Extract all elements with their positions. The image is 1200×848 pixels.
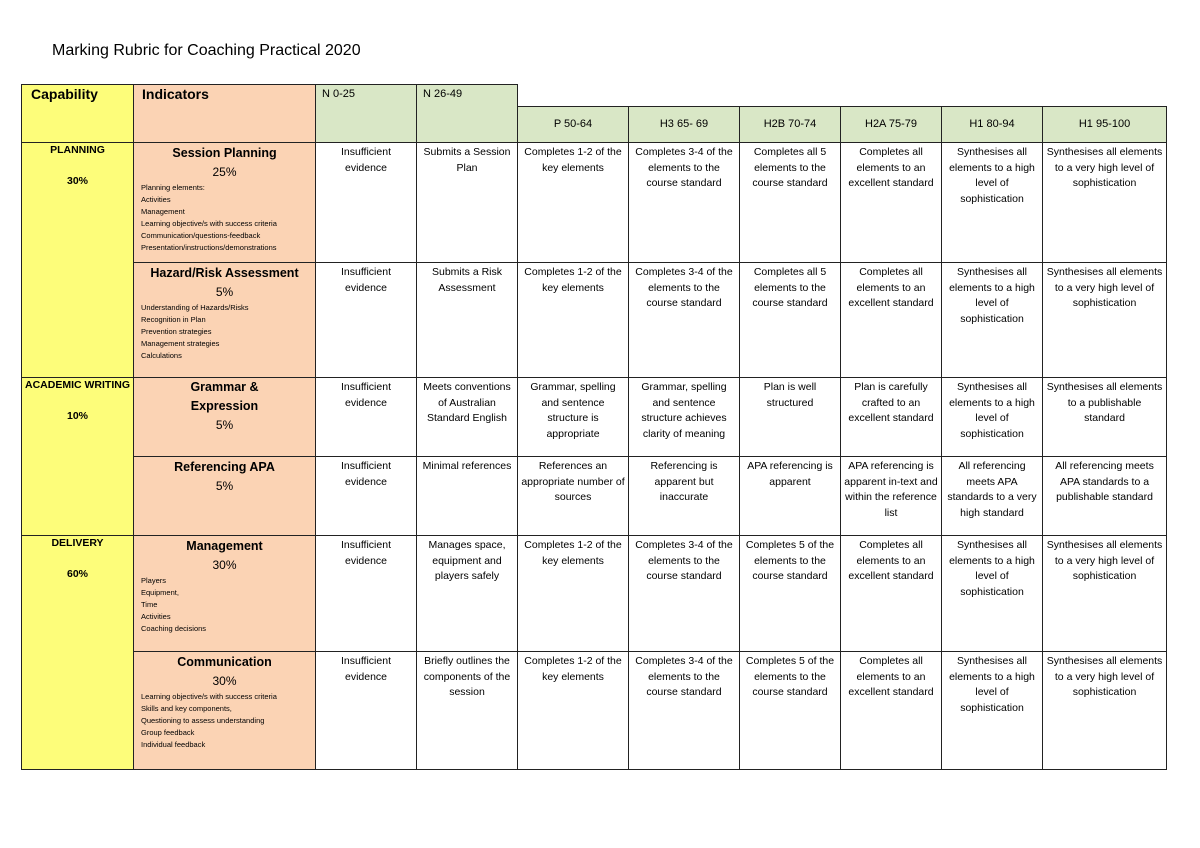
rubric-row xyxy=(22,143,1167,263)
rubric-cell: Grammar, spelling and sentence structure is appropriate xyxy=(518,378,629,457)
indicator-hazard-risk xyxy=(134,263,316,378)
rubric-cell: Completes all elements to an excellent standard xyxy=(841,536,942,652)
indicator-grammar-expression xyxy=(134,378,316,457)
rubric-cell: Synthesises all elements to a high level of sophistication xyxy=(942,536,1043,652)
indicator-percent: 30% xyxy=(212,558,237,572)
rubric-cell: Synthesises all elements to a high level of sophistication xyxy=(942,378,1043,457)
capability-percent: 10% xyxy=(66,410,88,422)
rubric-cell: Insufficient evidence xyxy=(316,378,417,457)
rubric-cell: Completes 1-2 of the key elements xyxy=(518,536,629,652)
indicator-name: Grammar & Expression xyxy=(190,380,259,413)
rubric-cell: Completes 1-2 of the key elements xyxy=(518,263,629,378)
rubric-cell: Insufficient evidence xyxy=(316,263,417,378)
rubric-cell: Synthesises all elements to a high level of sophistication xyxy=(942,143,1043,263)
rubric-cell: Completes all elements to an excellent standard xyxy=(841,263,942,378)
indicator-name: Hazard/Risk Assessment xyxy=(150,266,299,280)
indicator-name: Referencing APA xyxy=(174,460,275,474)
rubric-cell: Minimal references xyxy=(417,457,518,536)
rubric-cell: Submits a Session Plan xyxy=(417,143,518,263)
indicator-percent: 25% xyxy=(212,165,237,179)
rubric-cell: Insufficient evidence xyxy=(316,457,417,536)
rubric-cell: Insufficient evidence xyxy=(316,652,417,770)
indicator-referencing-apa xyxy=(134,457,316,536)
detail-line: Activities xyxy=(141,195,171,204)
detail-line: Group feedback xyxy=(141,728,195,737)
detail-line: Learning objective/s with success criteria xyxy=(141,692,277,701)
rubric-cell: Plan is well structured xyxy=(740,378,841,457)
indicator-management xyxy=(134,536,316,652)
rubric-row xyxy=(22,652,1167,770)
indicator-name: Communication xyxy=(177,655,272,669)
capability-delivery xyxy=(22,536,134,770)
indicator-percent: 5% xyxy=(215,479,234,493)
rubric-cell: Completes 3-4 of the elements to the course standard xyxy=(629,263,740,378)
detail-line: Communication/questions-feedback xyxy=(141,231,261,240)
band-header-p: P 50-64 xyxy=(518,107,629,143)
detail-line: Planning elements: xyxy=(141,183,205,192)
detail-line: Prevention strategies xyxy=(141,327,212,336)
indicator-percent: 5% xyxy=(215,418,234,432)
indicator-percent: 30% xyxy=(212,674,237,688)
rubric-cell: Synthesises all elements to a very high level of sophistication xyxy=(1043,263,1167,378)
rubric-cell: APA referencing is apparent in-text and within the reference list xyxy=(841,457,942,536)
rubric-row xyxy=(22,263,1167,378)
rubric-cell: Briefly outlines the components of the session xyxy=(417,652,518,770)
detail-line: Understanding of Hazards/Risks xyxy=(141,303,249,312)
rubric-cell: Completes 3-4 of the elements to the course standard xyxy=(629,652,740,770)
detail-line: Management strategies xyxy=(141,339,220,348)
detail-line: Calculations xyxy=(141,351,182,360)
rubric-cell: Completes all elements to an excellent standard xyxy=(841,143,942,263)
band-header-h1-80: H1 80-94 xyxy=(942,107,1043,143)
detail-line: Players xyxy=(141,576,167,585)
rubric-cell: Plan is carefully crafted to an excellent standard xyxy=(841,378,942,457)
rubric-cell: Synthesises all elements to a very high level of sophistication xyxy=(1043,652,1167,770)
rubric-cell: Grammar, spelling and sentence structure achieves clarity of meaning xyxy=(629,378,740,457)
band-header-n-26-49: N 26-49 xyxy=(417,85,518,143)
rubric-cell: Meets conventions of Australian Standard English xyxy=(417,378,518,457)
capability-header: Capability xyxy=(22,85,134,143)
rubric-cell: Submits a Risk Assessment xyxy=(417,263,518,378)
rubric-cell: Completes all 5 elements to the course standard xyxy=(740,263,841,378)
indicator-communication xyxy=(134,652,316,770)
rubric-cell: Completes all 5 elements to the course standard xyxy=(740,143,841,263)
detail-line: Management xyxy=(141,207,185,216)
detail-line: Individual feedback xyxy=(141,740,206,749)
capability-name: DELIVERY xyxy=(51,537,104,549)
capability-planning xyxy=(22,143,134,378)
rubric-cell: Completes 1-2 of the key elements xyxy=(518,143,629,263)
rubric-cell: Completes all elements to an excellent standard xyxy=(841,652,942,770)
band-header-h2a: H2A 75-79 xyxy=(841,107,942,143)
detail-line: Questioning to assess understanding xyxy=(141,716,265,725)
rubric-cell: All referencing meets APA standards to a publishable standard xyxy=(1043,457,1167,536)
band-header-n-0-25: N 0-25 xyxy=(316,85,417,143)
capability-percent: 60% xyxy=(66,568,88,580)
rubric-cell: Manages space, equipment and players safely xyxy=(417,536,518,652)
document-title: Marking Rubric for Coaching Practical 2020 xyxy=(52,42,361,59)
detail-line: Learning objective/s with success criteria xyxy=(141,219,277,228)
rubric-cell: All referencing meets APA standards to a very high standard xyxy=(942,457,1043,536)
rubric-cell: Synthesises all elements to a high level of sophistication xyxy=(942,652,1043,770)
rubric-cell: Synthesises all elements to a very high level of sophistication xyxy=(1043,536,1167,652)
rubric-cell: Completes 3-4 of the elements to the course standard xyxy=(629,143,740,263)
detail-line: Skills and key components, xyxy=(141,704,232,713)
detail-line: Equipment, xyxy=(141,588,179,597)
capability-academic-writing xyxy=(22,378,134,536)
indicators-header: Indicators xyxy=(134,85,316,143)
rubric-cell: Completes 5 of the elements to the course standard xyxy=(740,652,841,770)
rubric-row xyxy=(22,457,1167,536)
rubric-cell: Synthesises all elements to a publishable standard xyxy=(1043,378,1167,457)
detail-line: Time xyxy=(141,600,158,609)
band-header-h2b: H2B 70-74 xyxy=(740,107,841,143)
detail-line: Presentation/instructions/demonstrations xyxy=(141,243,277,252)
indicator-details xyxy=(134,691,315,751)
band-header-h3: H3 65- 69 xyxy=(629,107,740,143)
rubric-cell: Insufficient evidence xyxy=(316,536,417,652)
band-header-h1-95: H1 95-100 xyxy=(1043,107,1167,143)
rubric-cell: Insufficient evidence xyxy=(316,143,417,263)
capability-percent: 30% xyxy=(66,175,88,187)
indicator-details xyxy=(134,302,315,362)
rubric-cell: Completes 5 of the elements to the course standard xyxy=(740,536,841,652)
indicator-name: Session Planning xyxy=(172,146,277,160)
indicator-percent: 5% xyxy=(215,285,234,299)
rubric-cell: Completes 1-2 of the key elements xyxy=(518,652,629,770)
detail-line: Recognition in Plan xyxy=(141,315,206,324)
capability-name: ACADEMIC WRITING xyxy=(25,379,130,391)
indicator-name: Management xyxy=(186,539,263,553)
indicator-details xyxy=(134,182,315,254)
rubric-row xyxy=(22,536,1167,652)
rubric-cell: Completes 3-4 of the elements to the course standard xyxy=(629,536,740,652)
rubric-cell: Synthesises all elements to a high level of sophistication xyxy=(942,263,1043,378)
rubric-cell: References an appropriate number of sources xyxy=(518,457,629,536)
indicator-details xyxy=(134,575,315,635)
indicator-session-planning xyxy=(134,143,316,263)
rubric-cell: Referencing is apparent but inaccurate xyxy=(629,457,740,536)
rubric-cell: Synthesises all elements to a very high level of sophistication xyxy=(1043,143,1167,263)
detail-line: Activities xyxy=(141,612,171,621)
detail-line: Coaching decisions xyxy=(141,624,207,633)
rubric-row xyxy=(22,378,1167,457)
capability-name: PLANNING xyxy=(50,144,105,156)
rubric-cell: APA referencing is apparent xyxy=(740,457,841,536)
rubric-table xyxy=(21,84,1167,770)
